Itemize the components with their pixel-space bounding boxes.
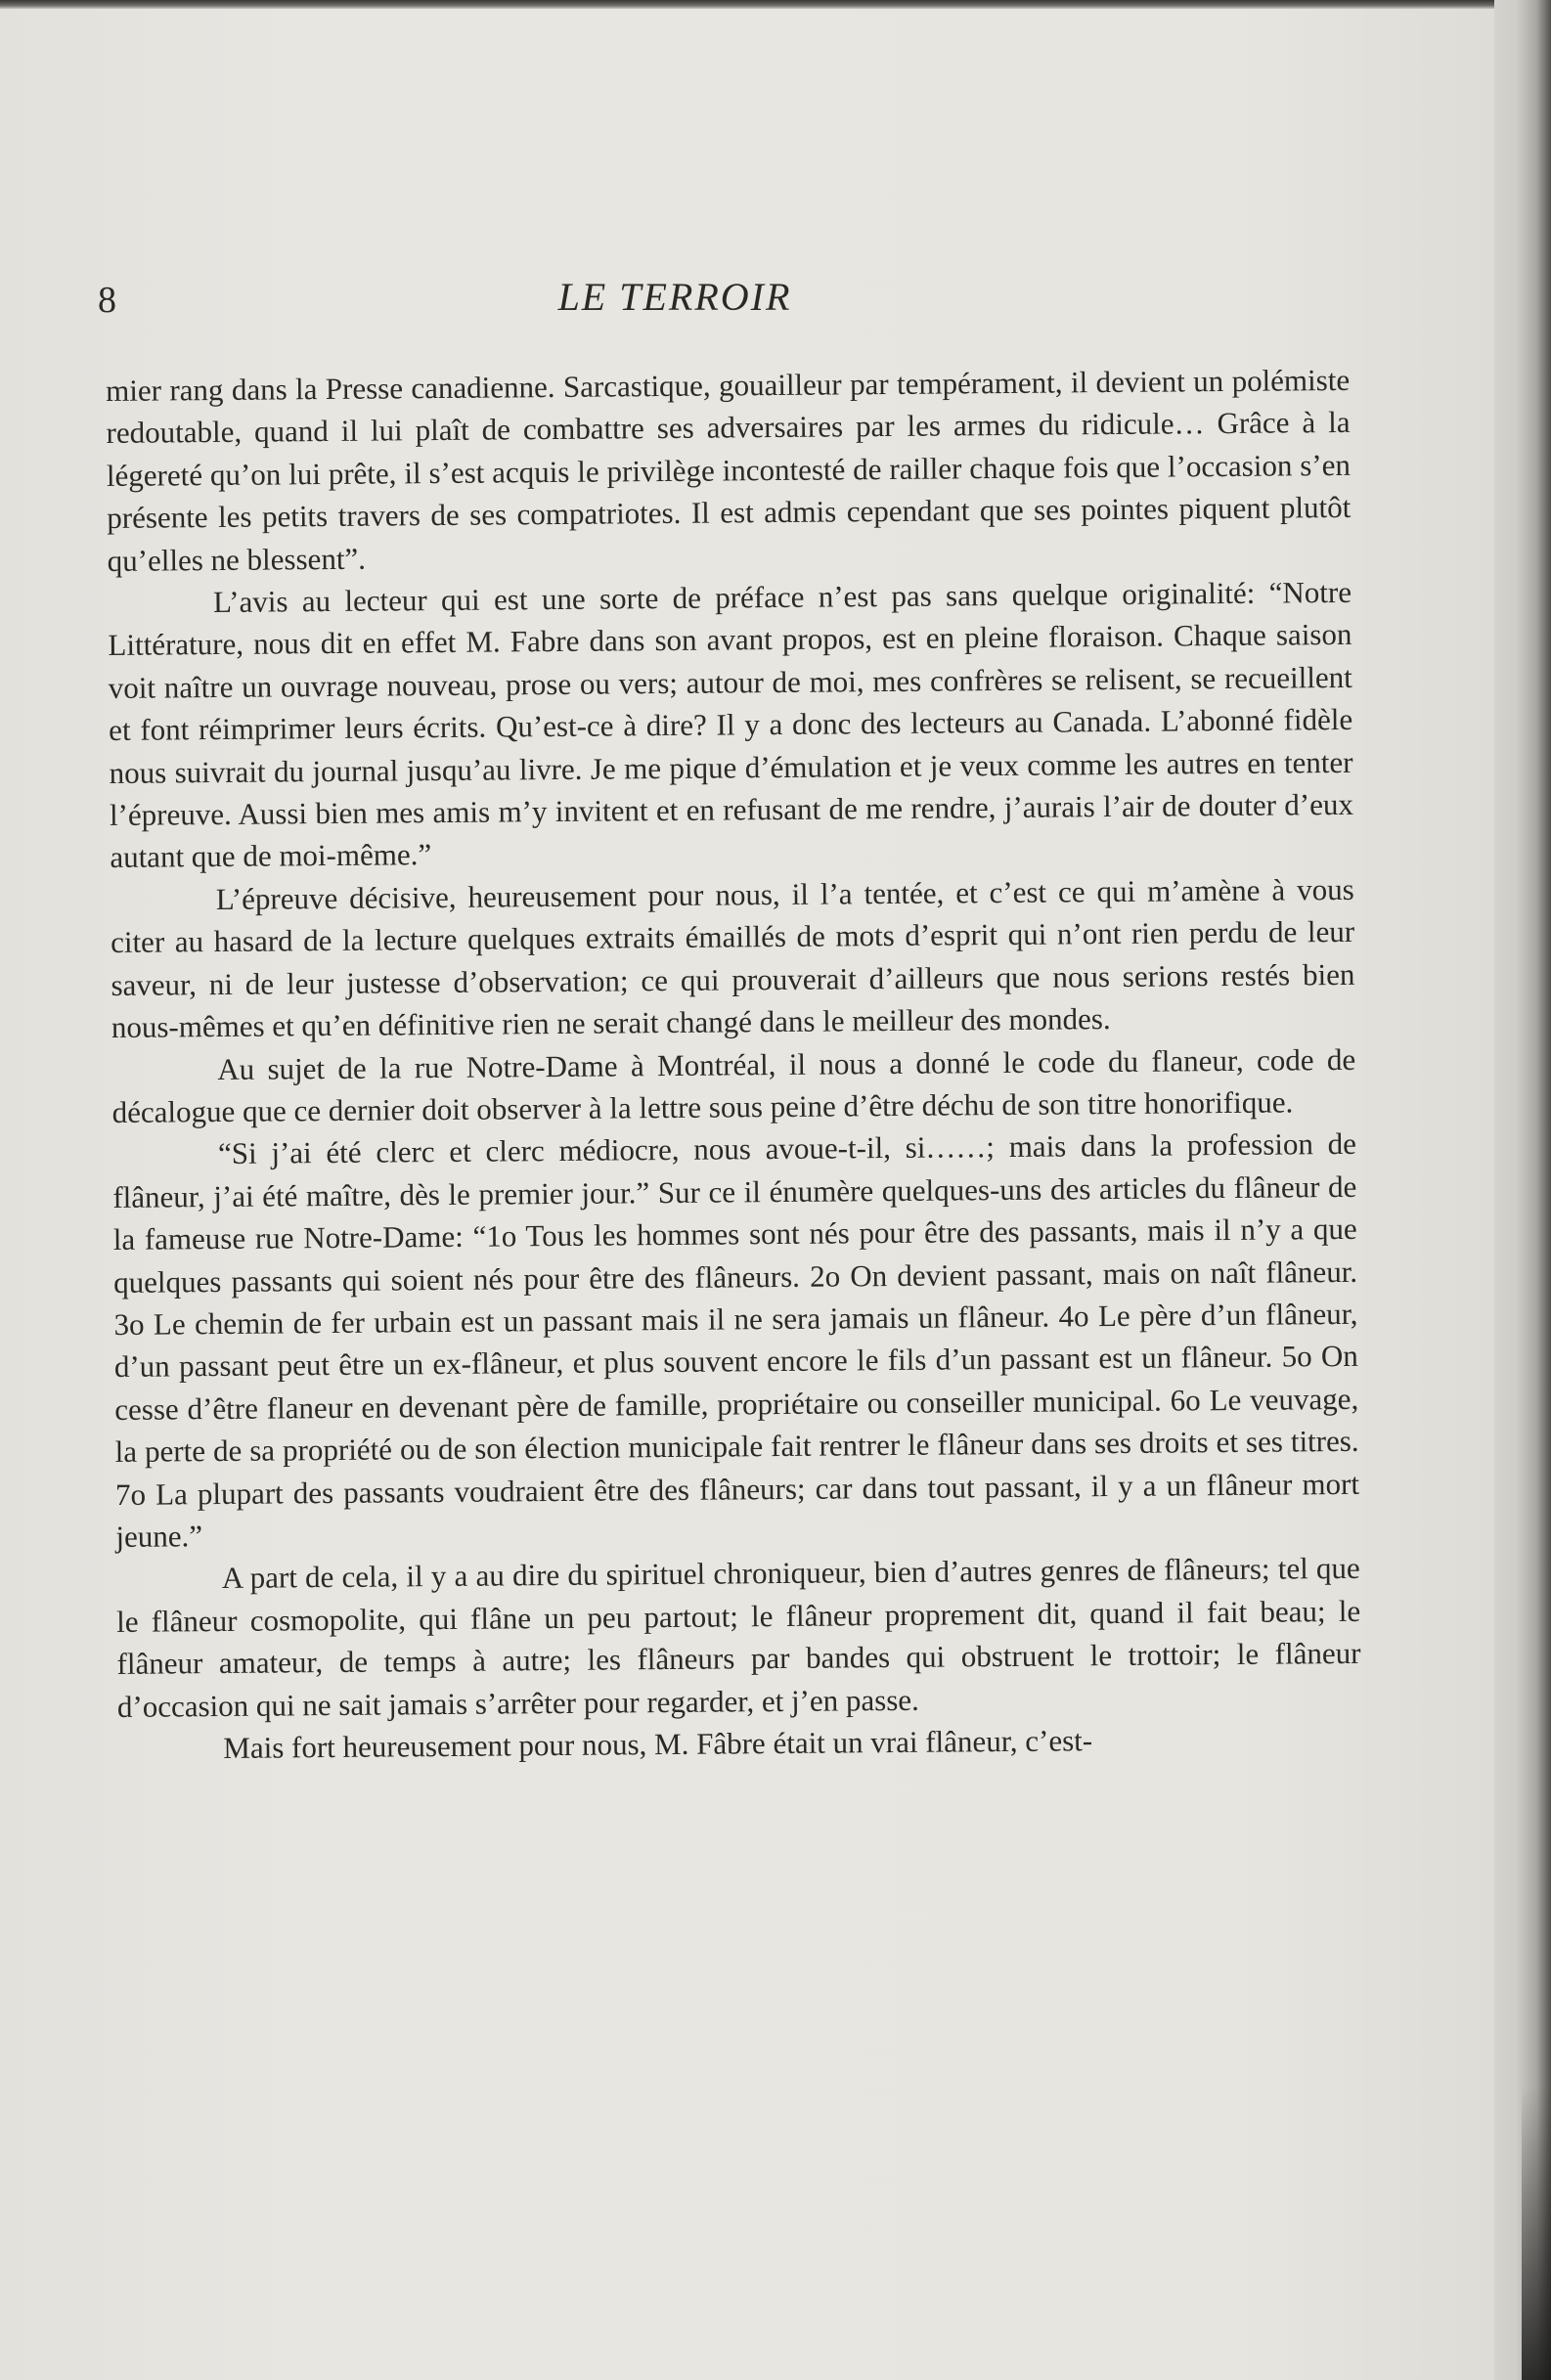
corner-shadow <box>1522 2087 1551 2380</box>
page-header <box>98 269 1350 328</box>
top-rule <box>0 0 1551 9</box>
running-title: LE TERROIR <box>557 275 792 319</box>
paragraph: L’épreuve décisive, heureusement pour nous, il l’a tentée, et c’est ce qui m’amène à vous citer au hasard de la lecture quelques extraits émaillés de mots d’esprit qui n’ont rien perdu de leur saveur, ni de leur justesse d’observation; ce qui prouverait d’ailleurs que nous serions restés bien nous-mêmes et qu’en définitive rien ne serait changé dans le meilleur des mondes. <box>110 871 1355 1045</box>
paragraph: Au sujet de la rue Notre-Dame à Montréal, il nous a donné le code du flaneur, code de décalogue que ce dernier doit observer à la lettre sous peine d’être déchu de son titre honorifique. <box>111 1041 1356 1129</box>
paragraph: A part de cela, il y a au dire du spirituel chroniqueur, bien d’autres genres de flâneurs; tel que le flâneur cosmopolite, qui flâne un peu partout; le flâneur proprement dit, quand il fait beau; le flâneur amateur, de temps à autre; les flâneurs par bandes qui obstruent le trottoir; le flâneur d’occasion qui ne sait jamais s’arrêter pour regarder, et j’en passe. <box>116 1551 1361 1724</box>
paragraph: “Si j’ai été clerc et clerc médiocre, nous avoue-t-il, si……; mais dans la profession de flâneur, j’ai été maître, dès le premier jour.” Sur ce il énumère quelques-uns des articles du flâneur de la fameuse rue Notre-Dame: “1o Tous les hommes sont nés pour être des passants, mais il n’y a que quelques passants qui soient nés pour être des flâneurs. 2o On devient passant, mais on naît flâneur. 3o Le chemin de fer urbain est un passant mais il ne sera jamais un flâneur. 4o Le père d’un flâneur, d’un passant peut être un ex-flâneur, et plus souvent encore le fils d’un passant est un flâneur. 5o On cesse d’être flaneur en devenant père de famille, propriétaire ou conseiller municipal. 6o Le veuvage, la perte de sa propriété ou de son élection municipale fait rentrer le flâneur dans ses droits et ses titres. 7o La plupart des passants voudraient être des flâneurs; car dans tout passant, il y a un flâneur mort jeune.” <box>112 1126 1360 1554</box>
body-text <box>106 359 1361 1770</box>
page-edge <box>1494 0 1551 2380</box>
paragraph: mier rang dans la Presse canadienne. Sarcastique, gouailleur par tempérament, il devient un polémiste redoutable, quand il lui plaît de combattre ses adversaires par les armes du ridicule… Grâce à la légereté qu’on lui prête, il s’est acquis le privilège incontesté de railler chaque fois que l’occasion s’en présente les petits travers de ses compatriotes. Il est admis cependant que ses pointes piquent plutôt qu’elles ne blessent”. <box>106 362 1352 578</box>
paragraph: L’avis au lecteur qui est une sorte de préface n’est pas sans quelque originalité: “Notre Littérature, nous dit en effet M. Fabre dans son avant propos, est en pleine floraison. Chaque saison voit naître un ouvrage nouveau, prose ou vers; autour de moi, mes confrères se relisent, se recueillent et font réimprimer leurs écrits. Qu’est-ce à dire? Il y a donc des lecteurs au Canada. L’abonné fidèle nous suivrait du journal jusqu’au livre. Je me pique d’émulation et je veux comme les autres en tenter l’épreuve. Aussi bien mes amis m’y invitent et en refusant de me rendre, j’aurais l’air de douter d’eux autant que de moi-même.” <box>108 574 1354 875</box>
page-number: 8 <box>98 280 116 321</box>
paragraph: Mais fort heureusement pour nous, M. Fâbre était un vrai flâneur, c’est- <box>223 1723 1093 1766</box>
